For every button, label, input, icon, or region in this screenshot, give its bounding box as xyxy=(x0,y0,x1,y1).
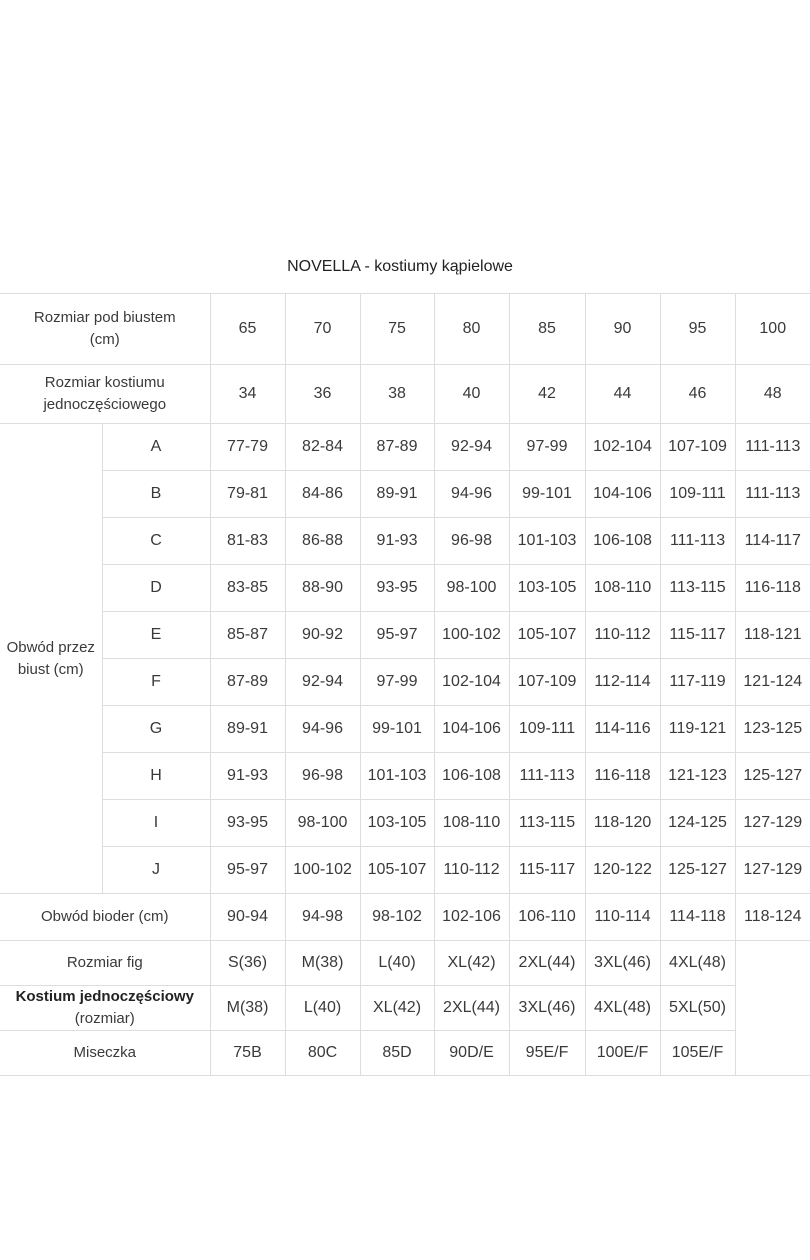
table-cell: 90D/E xyxy=(434,1031,509,1076)
table-cell: 106-110 xyxy=(509,894,585,941)
table-cell: 75B xyxy=(210,1031,285,1076)
table-cell: 83-85 xyxy=(210,565,285,612)
table-cell: 91-93 xyxy=(210,753,285,800)
cup-letter: B xyxy=(102,471,210,518)
table-cell: 118-120 xyxy=(585,800,660,847)
table-cell: 104-106 xyxy=(585,471,660,518)
table-cell: 95 xyxy=(660,294,735,365)
cup-letter: I xyxy=(102,800,210,847)
table-cell: 46 xyxy=(660,365,735,424)
size-table xyxy=(0,293,810,1076)
cup-letter: A xyxy=(102,424,210,471)
table-cell: 109-111 xyxy=(660,471,735,518)
table-cell: L(40) xyxy=(360,941,434,986)
table-cell: 5XL(50) xyxy=(660,986,735,1031)
table-cell: 114-116 xyxy=(585,706,660,753)
table-cell: M(38) xyxy=(210,986,285,1031)
table-row xyxy=(0,612,810,659)
table-cell: 111-113 xyxy=(660,518,735,565)
table-cell: 2XL(44) xyxy=(509,941,585,986)
table-row xyxy=(0,800,810,847)
table-cell: 85D xyxy=(360,1031,434,1076)
table-row xyxy=(0,518,810,565)
table-cell: 4XL(48) xyxy=(585,986,660,1031)
onepiece-label-bold: Kostium jednoczęściowy xyxy=(15,988,194,1005)
table-cell: 97-99 xyxy=(509,424,585,471)
table-cell: 110-112 xyxy=(434,847,509,894)
table-cell: 94-98 xyxy=(285,894,360,941)
table-cell: 116-118 xyxy=(735,565,810,612)
table-cell: 101-103 xyxy=(509,518,585,565)
table-cell: 36 xyxy=(285,365,360,424)
table-cell: 108-110 xyxy=(585,565,660,612)
table-cell: 88-90 xyxy=(285,565,360,612)
table-cell: 111-113 xyxy=(735,471,810,518)
table-row xyxy=(0,659,810,706)
empty-cell xyxy=(735,941,810,1076)
table-cell: 70 xyxy=(285,294,360,365)
table-cell: 120-122 xyxy=(585,847,660,894)
table-cell: 113-115 xyxy=(660,565,735,612)
underbust-label xyxy=(0,294,210,365)
table-cell: 90 xyxy=(585,294,660,365)
cup-letter: F xyxy=(102,659,210,706)
table-cell: 85 xyxy=(509,294,585,365)
table-cell: 127-129 xyxy=(735,800,810,847)
table-cell: 121-124 xyxy=(735,659,810,706)
table-cell: 124-125 xyxy=(660,800,735,847)
table-cell: 92-94 xyxy=(285,659,360,706)
fig-size-row xyxy=(0,941,810,986)
table-cell: 42 xyxy=(509,365,585,424)
table-cell: 119-121 xyxy=(660,706,735,753)
table-cell: 125-127 xyxy=(660,847,735,894)
table-cell: 106-108 xyxy=(585,518,660,565)
table-cell: 96-98 xyxy=(285,753,360,800)
table-cell: 4XL(48) xyxy=(660,941,735,986)
table-cell: 107-109 xyxy=(509,659,585,706)
table-cell: 121-123 xyxy=(660,753,735,800)
table-cell: 107-109 xyxy=(660,424,735,471)
table-cell: 98-100 xyxy=(434,565,509,612)
table-cell: 105-107 xyxy=(360,847,434,894)
table-cell: 113-115 xyxy=(509,800,585,847)
table-cell: L(40) xyxy=(285,986,360,1031)
underbust-label-line1: Rozmiar pod biustem xyxy=(33,309,176,326)
table-cell: 93-95 xyxy=(360,565,434,612)
table-cell: 123-125 xyxy=(735,706,810,753)
table-cell: 65 xyxy=(210,294,285,365)
bust-group-label-line: biust (cm) xyxy=(17,660,84,678)
table-cell: 100 xyxy=(735,294,810,365)
table-cell: 2XL(44) xyxy=(434,986,509,1031)
table-cell: 93-95 xyxy=(210,800,285,847)
table-cell: 101-103 xyxy=(360,753,434,800)
table-cell: 84-86 xyxy=(285,471,360,518)
onepiece-size-label xyxy=(0,365,210,424)
table-cell: 102-104 xyxy=(434,659,509,706)
onepiece-label xyxy=(0,986,210,1031)
table-cell: 114-117 xyxy=(735,518,810,565)
table-cell: 87-89 xyxy=(360,424,434,471)
table-cell: 98-100 xyxy=(285,800,360,847)
table-cell: 92-94 xyxy=(434,424,509,471)
table-cell: 96-98 xyxy=(434,518,509,565)
table-cell: 79-81 xyxy=(210,471,285,518)
table-cell: 111-113 xyxy=(735,424,810,471)
table-cell: 90-92 xyxy=(285,612,360,659)
table-cell: 80C xyxy=(285,1031,360,1076)
table-cell: 82-84 xyxy=(285,424,360,471)
hips-label: Obwód bioder (cm) xyxy=(0,894,210,941)
table-cell: XL(42) xyxy=(434,941,509,986)
table-cell: 115-117 xyxy=(509,847,585,894)
cup-letter: E xyxy=(102,612,210,659)
table-cell: 44 xyxy=(585,365,660,424)
table-cell: 95-97 xyxy=(360,612,434,659)
table-cell: 80 xyxy=(434,294,509,365)
table-cell: 118-124 xyxy=(735,894,810,941)
table-cell: 105E/F xyxy=(660,1031,735,1076)
bust-group-label xyxy=(0,424,102,894)
table-cell: 99-101 xyxy=(360,706,434,753)
table-cell: 110-112 xyxy=(585,612,660,659)
table-cell: 104-106 xyxy=(434,706,509,753)
onepiece-size-row xyxy=(0,365,810,424)
table-cell: 34 xyxy=(210,365,285,424)
onepiece-size-label-line2: jednoczęściowego xyxy=(43,396,167,413)
cup-letter: G xyxy=(102,706,210,753)
onepiece-label-sub: (rozmiar) xyxy=(74,1010,135,1027)
chart-title: NOVELLA - kostiumy kąpielowe xyxy=(287,258,513,275)
table-row xyxy=(0,847,810,894)
table-cell: 95-97 xyxy=(210,847,285,894)
onepiece-size-label-line1: Rozmiar kostiumu xyxy=(44,374,165,391)
table-cell: 40 xyxy=(434,365,509,424)
cup-letter: C xyxy=(102,518,210,565)
table-cell: 48 xyxy=(735,365,810,424)
table-cell: 3XL(46) xyxy=(509,986,585,1031)
table-cell: 127-129 xyxy=(735,847,810,894)
cup-size-label: Miseczka xyxy=(0,1031,210,1076)
table-cell: 100E/F xyxy=(585,1031,660,1076)
table-cell: 95E/F xyxy=(509,1031,585,1076)
table-cell: 100-102 xyxy=(434,612,509,659)
table-cell: 94-96 xyxy=(285,706,360,753)
table-cell: 100-102 xyxy=(285,847,360,894)
table-cell: 102-106 xyxy=(434,894,509,941)
table-cell: 85-87 xyxy=(210,612,285,659)
table-cell: 86-88 xyxy=(285,518,360,565)
table-cell: 91-93 xyxy=(360,518,434,565)
table-cell: 114-118 xyxy=(660,894,735,941)
underbust-label-line2: (cm) xyxy=(89,331,120,348)
underbust-row xyxy=(0,294,810,365)
table-row xyxy=(0,565,810,612)
table-cell: 81-83 xyxy=(210,518,285,565)
table-cell: 103-105 xyxy=(509,565,585,612)
table-cell: 125-127 xyxy=(735,753,810,800)
table-cell: 87-89 xyxy=(210,659,285,706)
bust-group-label-line: Obwód przez xyxy=(6,638,95,656)
cup-size-row xyxy=(0,1031,810,1076)
table-cell: M(38) xyxy=(285,941,360,986)
table-cell: 111-113 xyxy=(509,753,585,800)
table-cell: 98-102 xyxy=(360,894,434,941)
table-cell: 94-96 xyxy=(434,471,509,518)
table-row xyxy=(0,753,810,800)
hips-row xyxy=(0,894,810,941)
table-cell: 75 xyxy=(360,294,434,365)
table-cell: 106-108 xyxy=(434,753,509,800)
table-cell: 117-119 xyxy=(660,659,735,706)
table-cell: 89-91 xyxy=(210,706,285,753)
table-row xyxy=(0,471,810,518)
cup-letter: J xyxy=(102,847,210,894)
table-cell: 102-104 xyxy=(585,424,660,471)
table-cell: 112-114 xyxy=(585,659,660,706)
table-cell: 77-79 xyxy=(210,424,285,471)
table-row xyxy=(0,424,810,471)
table-cell: 99-101 xyxy=(509,471,585,518)
table-cell: 109-111 xyxy=(509,706,585,753)
table-cell: 105-107 xyxy=(509,612,585,659)
table-cell: XL(42) xyxy=(360,986,434,1031)
table-cell: 110-114 xyxy=(585,894,660,941)
table-cell: 3XL(46) xyxy=(585,941,660,986)
table-cell: 116-118 xyxy=(585,753,660,800)
fig-size-label: Rozmiar fig xyxy=(0,941,210,986)
table-row xyxy=(0,706,810,753)
cup-letter: D xyxy=(102,565,210,612)
table-cell: 90-94 xyxy=(210,894,285,941)
table-cell: 97-99 xyxy=(360,659,434,706)
table-cell: S(36) xyxy=(210,941,285,986)
table-cell: 115-117 xyxy=(660,612,735,659)
table-cell: 89-91 xyxy=(360,471,434,518)
table-cell: 103-105 xyxy=(360,800,434,847)
onepiece-row xyxy=(0,986,810,1031)
table-cell: 38 xyxy=(360,365,434,424)
table-cell: 108-110 xyxy=(434,800,509,847)
table-cell: 118-121 xyxy=(735,612,810,659)
cup-letter: H xyxy=(102,753,210,800)
